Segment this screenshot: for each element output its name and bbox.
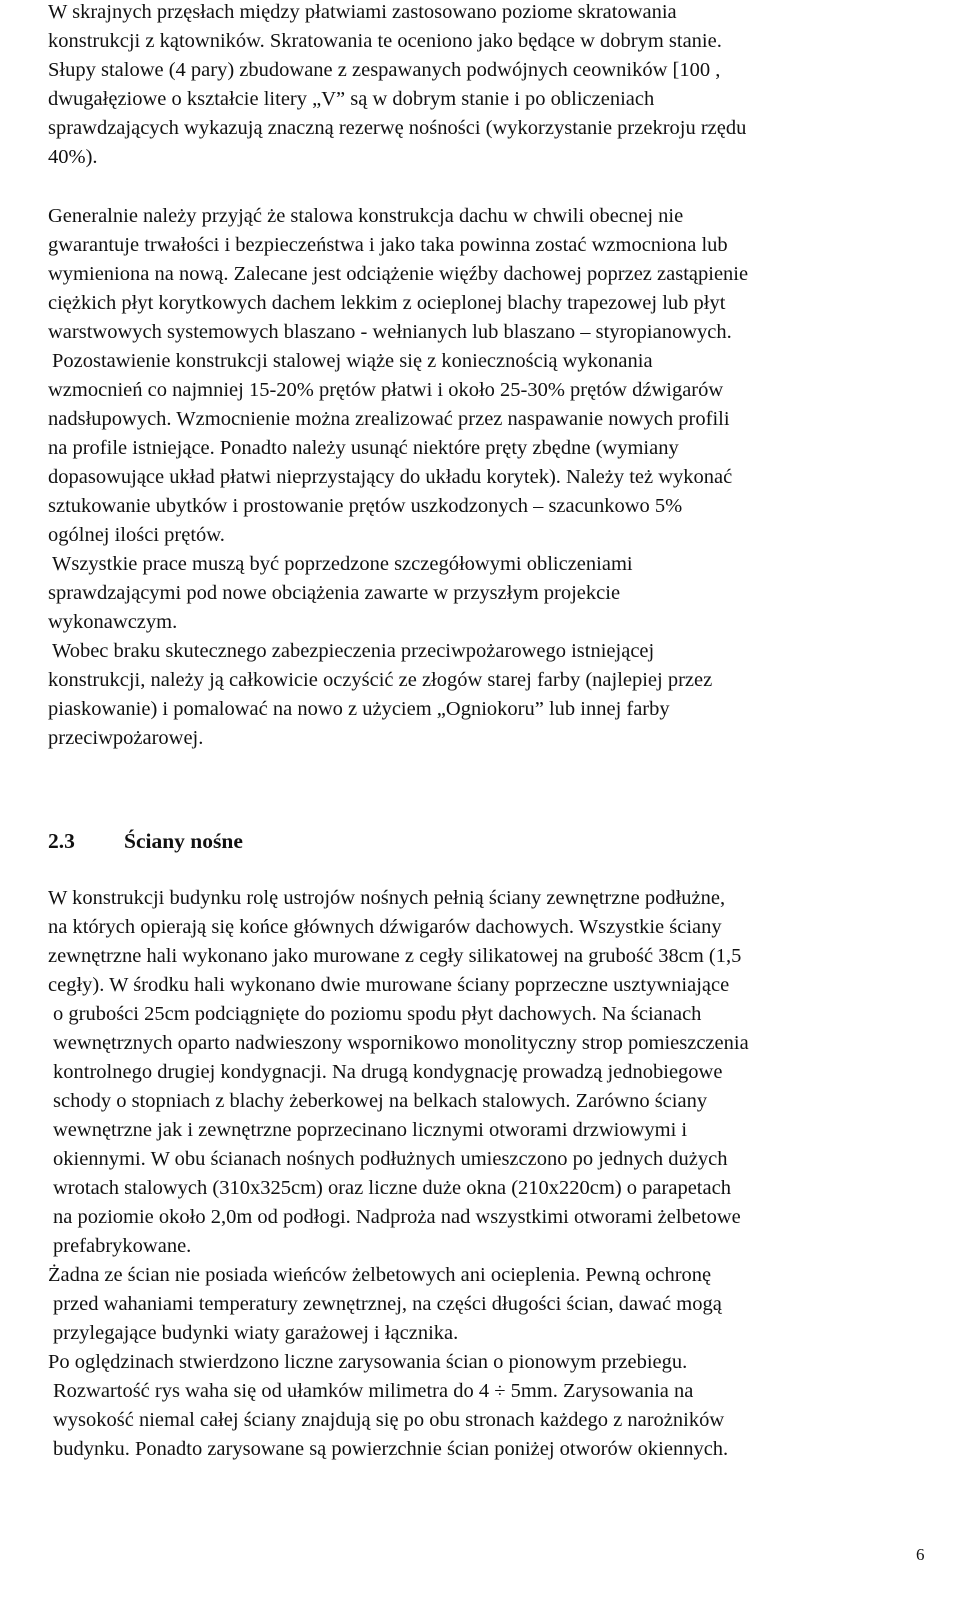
text-line: przeciwpożarowej. bbox=[48, 727, 204, 749]
page-number: 6 bbox=[916, 1545, 925, 1564]
text-line: na których opierają się końce głównych dźwigarów dachowych. Wszystkie ściany bbox=[48, 916, 722, 938]
text-line: sprawdzającymi pod nowe obciążenia zawarte w przyszłym projekcie bbox=[48, 582, 621, 604]
text-line: Żadna ze ścian nie posiada wieńców żelbetowych ani ocieplenia. Pewną ochronę bbox=[48, 1264, 712, 1286]
text-line: kontrolnego drugiej kondygnacji. Na drugą kondygnację prowadzą jednobiegowe bbox=[53, 1061, 723, 1083]
text-line: Pozostawienie konstrukcji stalowej wiąże się z koniecznością wykonania bbox=[52, 350, 653, 372]
text-line: Wszystkie prace muszą być poprzedzone szczegółowymi obliczeniami bbox=[52, 553, 633, 575]
text-line: warstwowych systemowych blaszano - wełnianych lub blaszano – styropianowych. bbox=[48, 321, 732, 343]
text-line: cegły). W środku hali wykonano dwie murowane ściany poprzeczne usztywniające bbox=[48, 974, 730, 996]
text-line: na profile istniejące. Ponadto należy usunąć niektóre pręty zbędne (wymiany bbox=[48, 437, 679, 459]
text-line: piaskowanie) i pomalować na nowo z użyciem „Ogniokoru” lub innej farby bbox=[48, 698, 670, 720]
text-line: Po oględzinach stwierdzono liczne zarysowania ścian o pionowym przebiegu. bbox=[48, 1351, 688, 1373]
text-line: wykonawczym. bbox=[48, 611, 178, 633]
text-line: W skrajnych przęsłach między płatwiami zastosowano poziome skratowania bbox=[48, 1, 677, 23]
paragraph-roof-recommendations bbox=[48, 202, 948, 753]
text-line: nadsłupowych. Wzmocnienie można zrealizować przez naspawanie nowych profili bbox=[48, 408, 730, 430]
text-line: Wobec braku skutecznego zabezpieczenia przeciwpożarowego istniejącej bbox=[52, 640, 655, 662]
text-line: sprawdzających wykazują znaczną rezerwę nośności (wykorzystanie przekroju rzędu bbox=[48, 117, 747, 139]
paragraph-steel-bracing bbox=[48, 0, 948, 172]
text-line: wysokość niemal całej ściany znajdują się po obu stronach każdego z narożników bbox=[53, 1409, 725, 1431]
text-line: wewnętrzne jak i zewnętrzne poprzecinano licznymi otworami drzwiowymi i bbox=[53, 1119, 688, 1141]
text-line: sztukowanie ubytków i prostowanie prętów uszkodzonych – szacunkowo 5% bbox=[48, 495, 683, 517]
text-line: W konstrukcji budynku rolę ustrojów nośnych pełnią ściany zewnętrzne podłużne, bbox=[48, 887, 726, 909]
text-line: dwugałęziowe o kształcie litery „V” są w dobrym stanie i po obliczeniach bbox=[48, 88, 655, 110]
text-line: ogólnej ilości prętów. bbox=[48, 524, 225, 546]
section-heading bbox=[48, 826, 243, 856]
section-title: Ściany nośne bbox=[124, 829, 243, 853]
text-line: przed wahaniami temperatury zewnętrznej, na części długości ścian, dawać mogą bbox=[53, 1293, 722, 1315]
section-number: 2.3 bbox=[48, 829, 75, 853]
text-line: dopasowujące układ płatwi nieprzystający do układu korytek). Należy też wykonać bbox=[48, 466, 733, 488]
text-line: wzmocnień co najmniej 15-20% prętów płatwi i około 25-30% prętów dźwigarów bbox=[48, 379, 724, 401]
text-line: okiennymi. W obu ścianach nośnych podłużnych umieszczono po jednych dużych bbox=[53, 1148, 728, 1170]
text-line: prefabrykowane. bbox=[53, 1235, 192, 1257]
text-line: o grubości 25cm podciągnięte do poziomu spodu płyt dachowych. Na ścianach bbox=[53, 1003, 702, 1025]
text-line: ciężkich płyt korytkowych dachem lekkim z ocieplonej blachy trapezowej lub płyt bbox=[48, 292, 726, 314]
paragraph-load-bearing-walls bbox=[48, 884, 948, 1464]
text-line: konstrukcji, należy ją całkowicie oczyścić ze złogów starej farby (najlepiej przez bbox=[48, 669, 713, 691]
text-line: 40%). bbox=[48, 146, 98, 168]
text-line: konstrukcji z kątowników. Skratowania te oceniono jako będące w dobrym stanie. bbox=[48, 30, 722, 52]
text-line: zewnętrzne hali wykonano jako murowane z cegły silikatowej na grubość 38cm (1,5 bbox=[48, 945, 742, 967]
text-line: wrotach stalowych (310x325cm) oraz liczne duże okna (210x220cm) o parapetach bbox=[53, 1177, 731, 1199]
text-line: schody o stopniach z blachy żeberkowej na belkach stalowych. Zarówno ściany bbox=[53, 1090, 708, 1112]
text-line: Rozwartość rys waha się od ułamków milimetra do 4 ÷ 5mm. Zarysowania na bbox=[53, 1380, 694, 1402]
text-line: Słupy stalowe (4 pary) zbudowane z zespawanych podwójnych ceowników [100 , bbox=[48, 59, 721, 81]
text-line: na poziomie około 2,0m od podłogi. Nadproża nad wszystkimi otworami żelbetowe bbox=[53, 1206, 741, 1228]
text-line: przylegające budynki wiaty garażowej i łącznika. bbox=[53, 1322, 459, 1344]
text-line: gwarantuje trwałości i bezpieczeństwa i jako taka powinna zostać wzmocniona lub bbox=[48, 234, 728, 256]
text-line: wewnętrznych oparto nadwieszony wspornikowo monolityczny strop pomieszczenia bbox=[53, 1032, 749, 1054]
text-line: budynku. Ponadto zarysowane są powierzchnie ścian poniżej otworów okiennych. bbox=[53, 1438, 729, 1460]
text-line: wymieniona na nową. Zalecane jest odciążenie więźby dachowej poprzez zastąpienie bbox=[48, 263, 749, 285]
text-line: Generalnie należy przyjąć że stalowa konstrukcja dachu w chwili obecnej nie bbox=[48, 205, 684, 227]
